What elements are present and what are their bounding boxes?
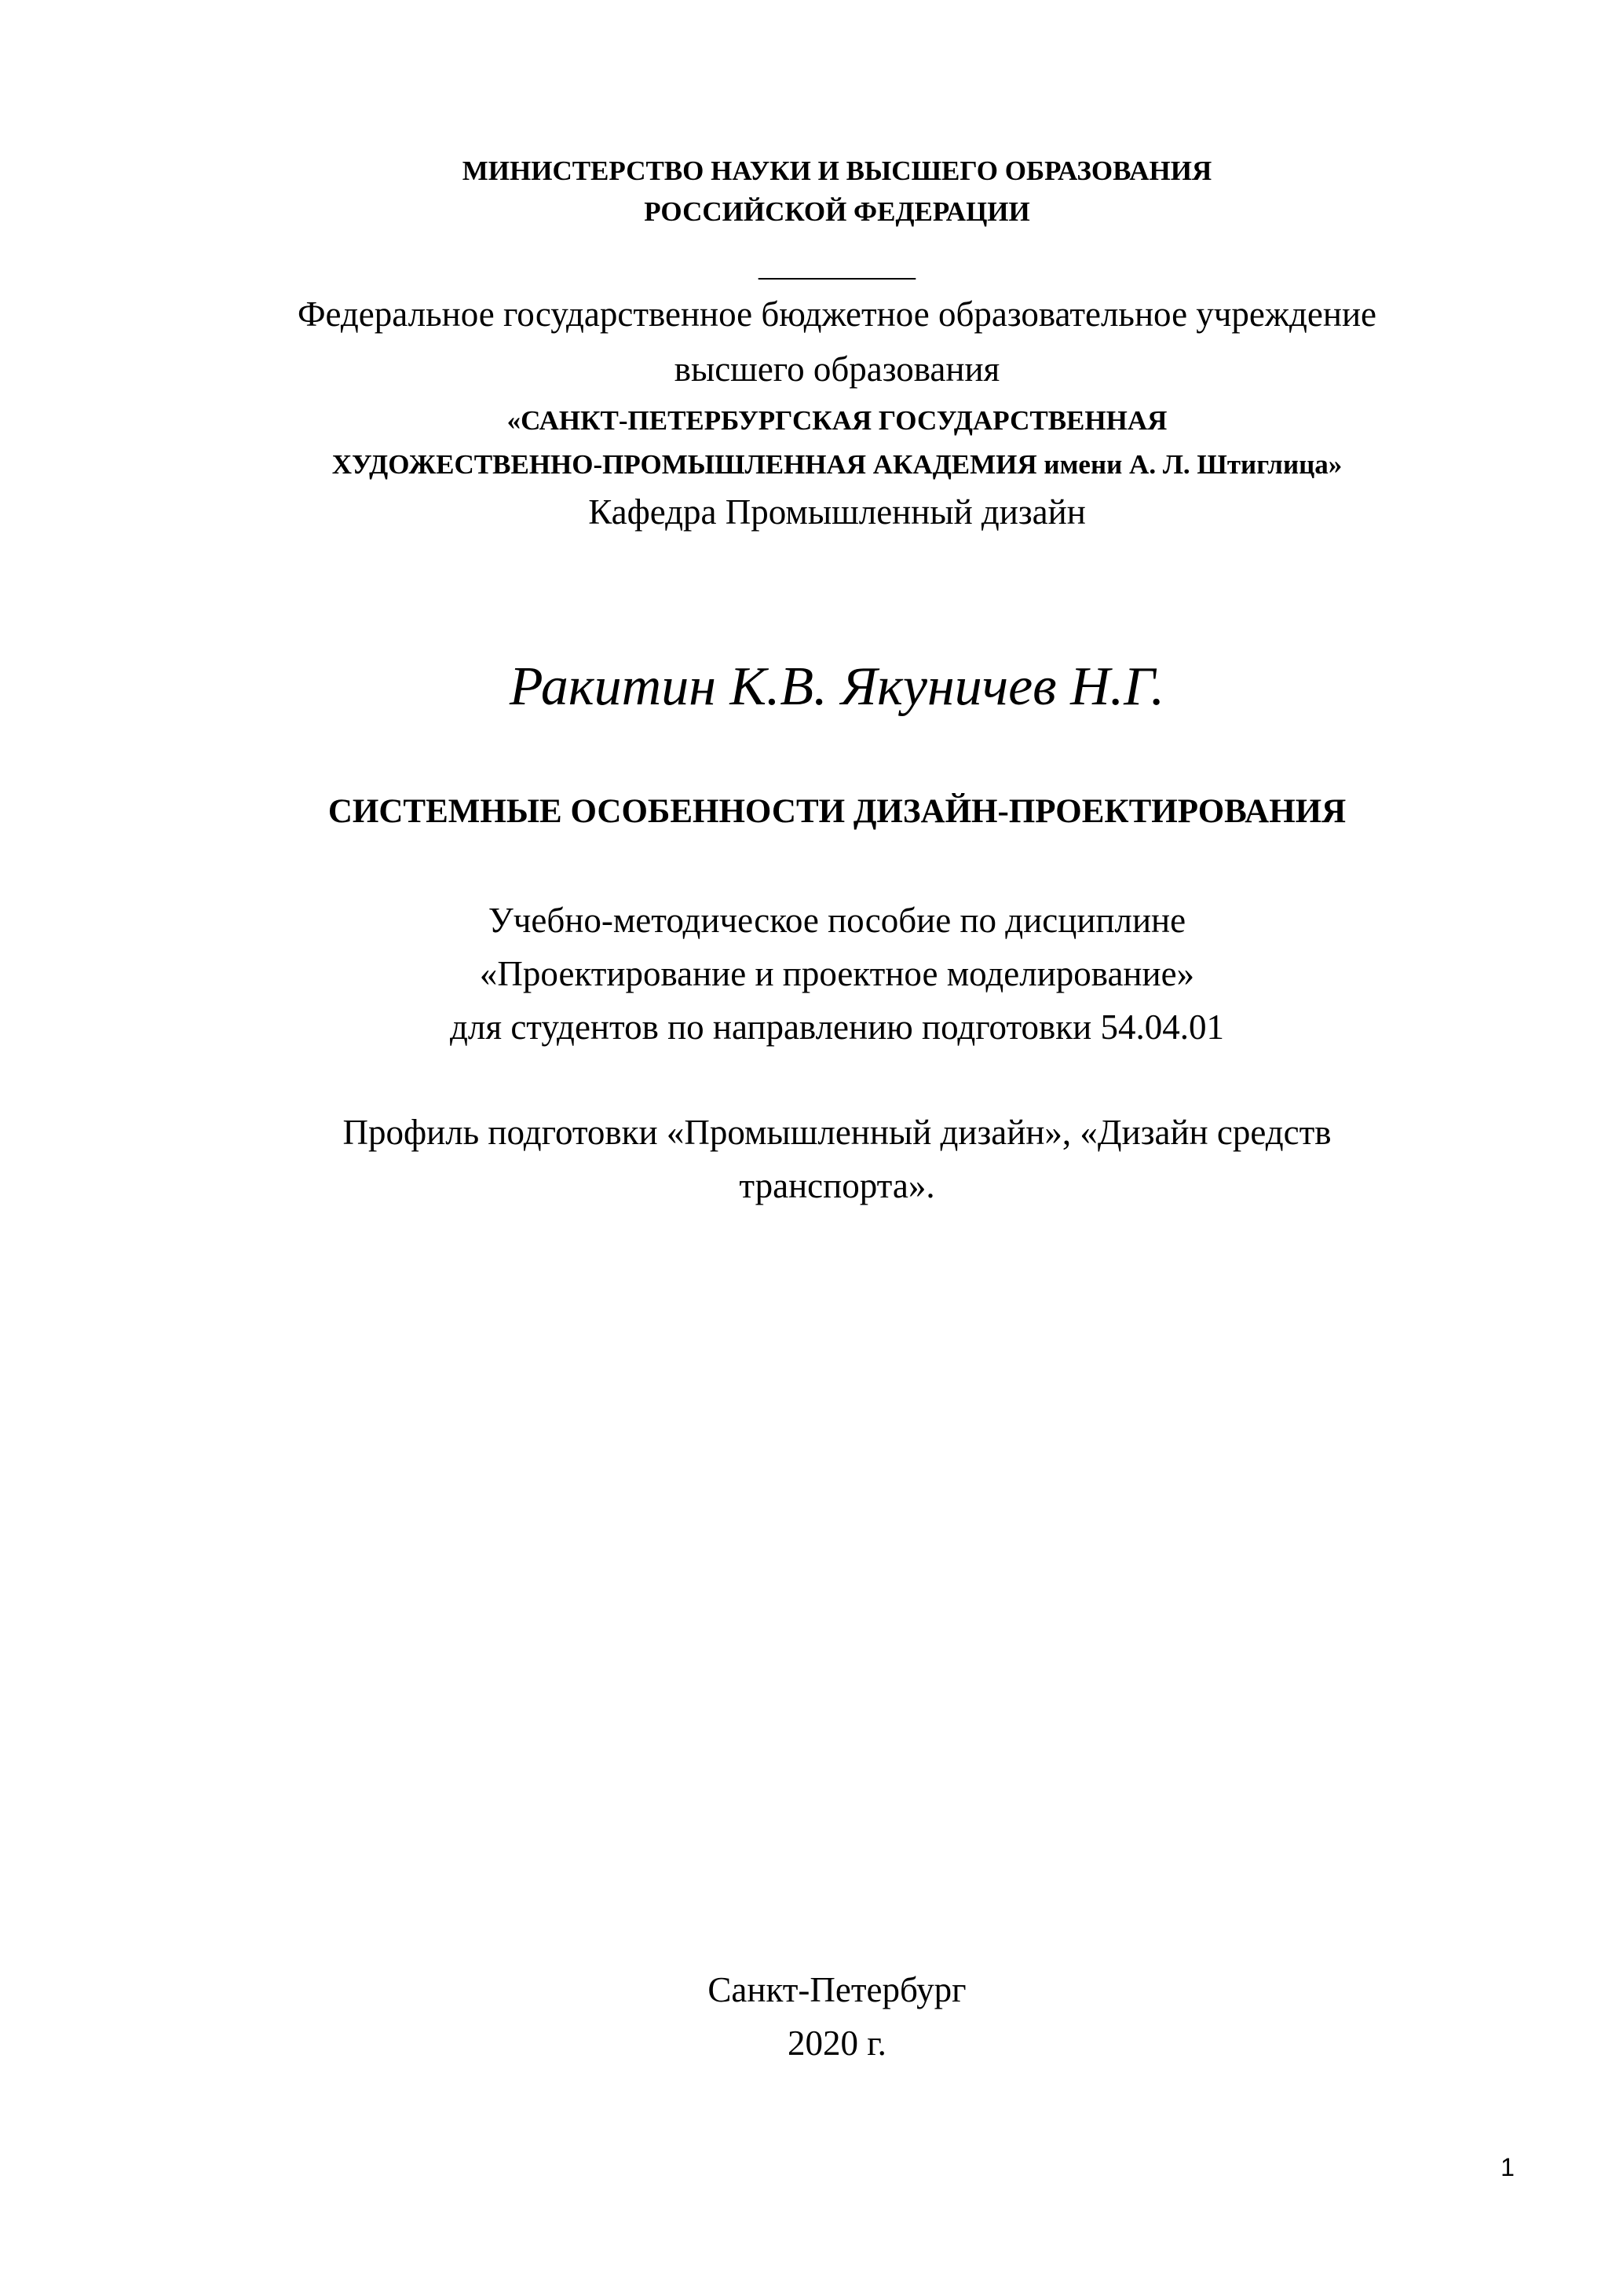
authors: Ракитин К.В. Якуничев Н.Г. <box>509 656 1165 717</box>
subtitle-line-1: Учебно-методическое пособие по дисциплине <box>488 901 1186 940</box>
subtitle-line-2: «Проектирование и проектное моделирование» <box>479 954 1195 993</box>
institution-line-2: высшего образования <box>674 349 1000 389</box>
document-title: СИСТЕМНЫЕ ОСОБЕННОСТИ ДИЗАЙН-ПРОЕКТИРОВАНИЯ <box>327 793 1347 830</box>
academy-line-1: «САНКТ-ПЕТЕРБУРГСКАЯ ГОСУДАРСТВЕННАЯ <box>506 405 1168 436</box>
year: 2020 г. <box>788 2024 886 2063</box>
subtitle-line-3: для студентов по направлению подготовки 54.04.01 <box>450 1007 1224 1047</box>
profile-line-2: транспорта». <box>739 1166 935 1205</box>
page-number: 1 <box>1501 2153 1515 2181</box>
ministry-line-1: МИНИСТЕРСТВО НАУКИ И ВЫСШЕГО ОБРАЗОВАНИЯ <box>462 155 1212 186</box>
ministry-line-2: РОССИЙСКОЙ ФЕДЕРАЦИИ <box>644 196 1030 227</box>
city: Санкт-Петербург <box>707 1970 967 2009</box>
header-separator: __________ <box>758 247 916 283</box>
institution-line-1: Федеральное государственное бюджетное образовательное учреждение <box>297 294 1377 334</box>
profile-line-1: Профиль подготовки «Промышленный дизайн», «Дизайн средств <box>342 1113 1332 1152</box>
department: Кафедра Промышленный дизайн <box>588 492 1086 532</box>
academy-line-2: ХУДОЖЕСТВЕННО-ПРОМЫШЛЕННАЯ АКАДЕМИЯ имени А. Л. Штиглица» <box>331 449 1343 480</box>
